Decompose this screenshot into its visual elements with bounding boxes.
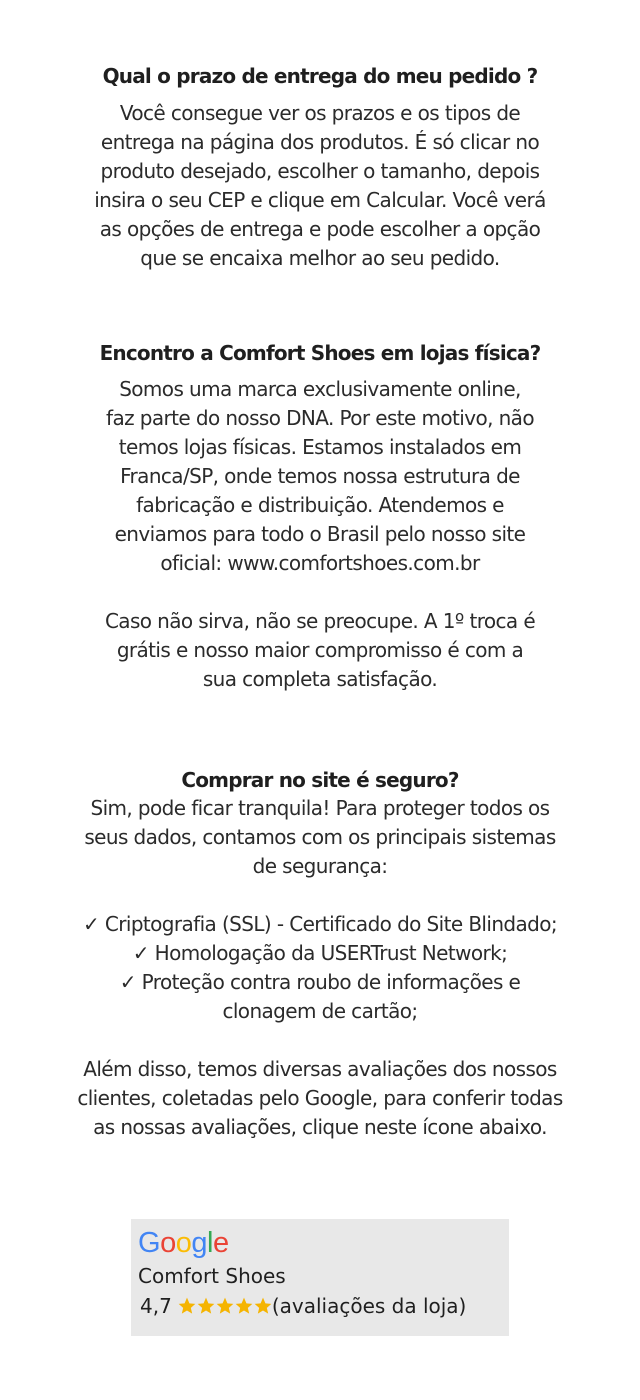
faq-title: Encontro a Comfort Shoes em lojas física?: [99, 341, 541, 365]
answer-line: oficial: www.comfortshoes.com.br: [160, 551, 480, 575]
security-item: ✓ Criptografia (SSL) - Certificado do Site Blindado;: [82, 912, 558, 936]
star-icon: [177, 1296, 197, 1316]
answer-line: faz parte do nosso DNA. Por este motivo, não: [106, 406, 534, 430]
rating-note: (avaliações da loja): [271, 1294, 467, 1318]
answer-line: entrega na página dos produtos. É só clicar no: [100, 130, 540, 154]
google-logo: Google: [138, 1227, 229, 1259]
star-icon: [253, 1296, 273, 1316]
security-item: ✓ Proteção contra roubo de informações e: [119, 970, 521, 994]
faq-answer-exchange: [20, 607, 620, 694]
security-item: ✓ Homologação da USERTrust Network;: [132, 941, 508, 965]
rating-value: 4,7: [140, 1294, 172, 1318]
answer-line: Franca/SP, onde temos nossa estrutura de: [120, 464, 520, 488]
answer-line: enviamos para todo o Brasil pelo nosso site: [114, 522, 526, 546]
answer-line: produto desejado, escolher o tamanho, depois: [100, 159, 540, 183]
answer-line: seus dados, contamos com os principais sistemas: [84, 825, 556, 849]
answer-line: as opções de entrega e pode escolher a opção: [99, 217, 541, 241]
answer-line: Você consegue ver os prazos e os tipos de: [119, 101, 521, 125]
star-icon: [234, 1296, 254, 1316]
faq-answer-reviews: [20, 1055, 620, 1142]
answer-line: grátis e nosso maior compromisso é com a: [116, 638, 524, 662]
google-reviews-badge[interactable]: [131, 1219, 509, 1336]
faq-title: Comprar no site é seguro?: [181, 768, 459, 792]
answer-line: que se encaixa melhor ao seu pedido.: [140, 246, 500, 270]
answer-line: Somos uma marca exclusivamente online,: [119, 377, 521, 401]
answer-line: insira o seu CEP e clique em Calcular. Você verá: [94, 188, 546, 212]
store-name: Comfort Shoes: [138, 1264, 286, 1288]
faq-answer: [20, 794, 620, 881]
answer-line: as nossas avaliações, clique neste ícone abaixo.: [93, 1115, 547, 1139]
star-rating: [177, 1296, 272, 1316]
answer-line: Sim, pode ficar tranquila! Para proteger todos os: [90, 796, 550, 820]
faq-site-security: [20, 766, 620, 1142]
answer-line: de segurança:: [252, 854, 388, 878]
rating-row: [138, 1292, 501, 1320]
faq-title: Qual o prazo de entrega do meu pedido ?: [102, 64, 538, 88]
answer-line: temos lojas físicas. Estamos instalados em: [118, 435, 522, 459]
faq-answer: [20, 99, 620, 273]
faq-answer: [20, 375, 620, 578]
answer-line: sua completa satisfação.: [202, 667, 438, 691]
answer-line: Além disso, temos diversas avaliações dos nossos: [83, 1057, 557, 1081]
star-icon: [215, 1296, 235, 1316]
security-list: [20, 910, 620, 1026]
answer-line: clientes, coletadas pelo Google, para conferir todas: [77, 1086, 563, 1110]
answer-line: fabricação e distribuição. Atendemos e: [136, 493, 504, 517]
security-item: clonagem de cartão;: [222, 999, 418, 1023]
faq-delivery-time: [20, 62, 620, 273]
answer-line: Caso não sirva, não se preocupe. A 1º troca é: [104, 609, 536, 633]
faq-physical-stores: [20, 339, 620, 694]
star-icon: [196, 1296, 216, 1316]
